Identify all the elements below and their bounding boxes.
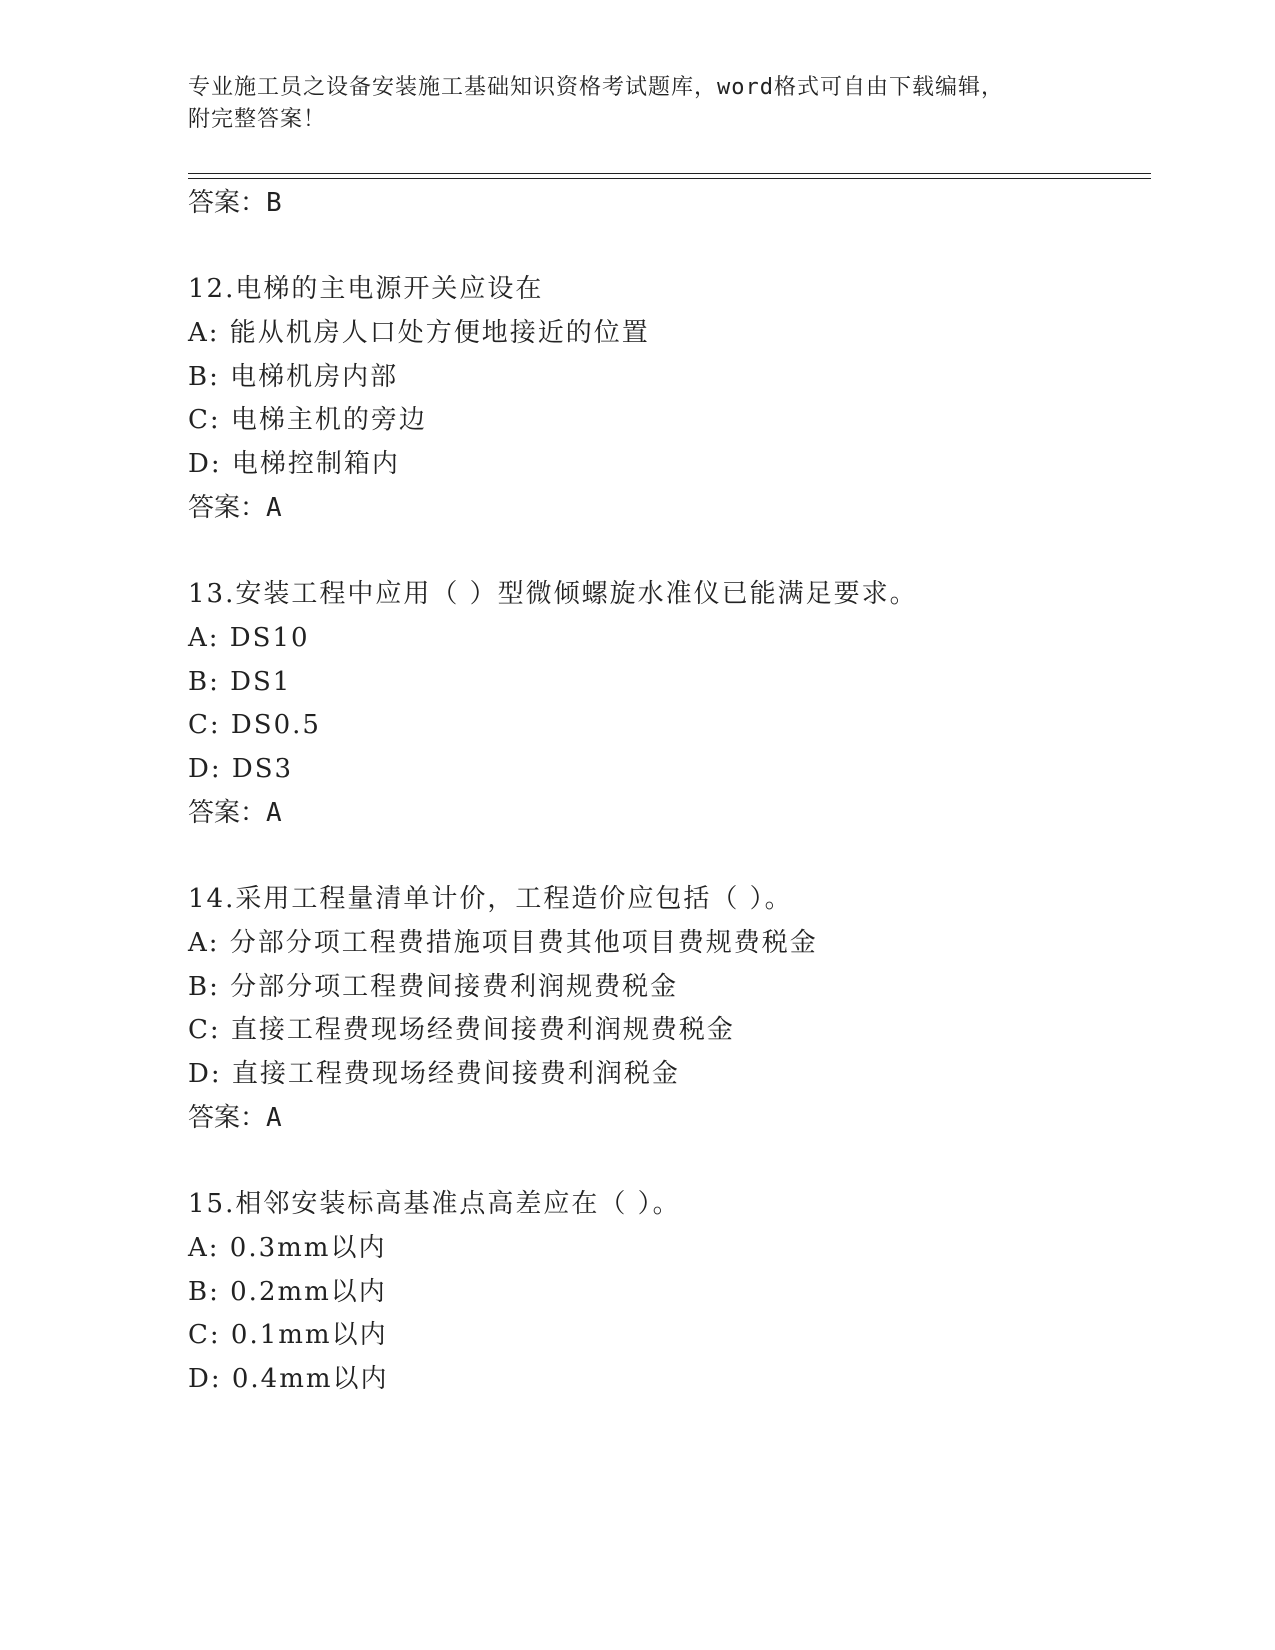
answer-value: A bbox=[266, 493, 282, 523]
option-c: C: DS0.5 bbox=[188, 710, 321, 740]
question-stem: 12.电梯的主电源开关应设在 bbox=[188, 274, 544, 304]
header-title-line-2: 附完整答案！ bbox=[188, 107, 327, 132]
answer-line bbox=[188, 491, 282, 525]
option-a: A: 0.3mm以内 bbox=[188, 1233, 387, 1263]
option-a: A: 能从机房人口处方便地接近的位置 bbox=[188, 318, 650, 348]
option-b: B: DS1 bbox=[188, 667, 292, 697]
question-stem: 15.相邻安装标高基准点高差应在（ ）。 bbox=[188, 1189, 681, 1219]
answer-value: A bbox=[266, 798, 282, 828]
header-title-line-1: 专业施工员之设备安装施工基础知识资格考试题库，word格式可自由下载编辑， bbox=[188, 75, 1004, 100]
answer-label: 答案： bbox=[188, 188, 267, 218]
question-stem: 13.安装工程中应用（ ）型微倾螺旋水准仪已能满足要求。 bbox=[188, 579, 918, 609]
answer-line bbox=[188, 796, 282, 830]
answer-value: B bbox=[266, 188, 282, 218]
option-a: A: 分部分项工程费措施项目费其他项目费规费税金 bbox=[188, 928, 818, 958]
option-b: B: 分部分项工程费间接费利润规费税金 bbox=[188, 972, 679, 1002]
option-b: B: 0.2mm以内 bbox=[188, 1277, 387, 1307]
header-divider-bottom bbox=[188, 178, 1151, 179]
answer-line bbox=[188, 186, 282, 220]
option-d: D: DS3 bbox=[188, 754, 294, 784]
option-c: C: 电梯主机的旁边 bbox=[188, 405, 427, 435]
option-d: D: 直接工程费现场经费间接费利润税金 bbox=[188, 1059, 680, 1089]
answer-label: 答案： bbox=[188, 798, 267, 828]
option-c: C: 0.1mm以内 bbox=[188, 1320, 388, 1350]
answer-label: 答案： bbox=[188, 1103, 267, 1133]
option-c: C: 直接工程费现场经费间接费利润规费税金 bbox=[188, 1015, 735, 1045]
option-a: A: DS10 bbox=[188, 623, 310, 653]
question-stem: 14.采用工程量清单计价，工程造价应包括（ ）。 bbox=[188, 884, 793, 914]
option-d: D: 电梯控制箱内 bbox=[188, 449, 400, 479]
answer-value: A bbox=[266, 1103, 282, 1133]
answer-label: 答案： bbox=[188, 493, 267, 523]
option-b: B: 电梯机房内部 bbox=[188, 362, 399, 392]
option-d: D: 0.4mm以内 bbox=[188, 1364, 389, 1394]
answer-line bbox=[188, 1101, 282, 1135]
header-divider-top bbox=[188, 173, 1151, 174]
